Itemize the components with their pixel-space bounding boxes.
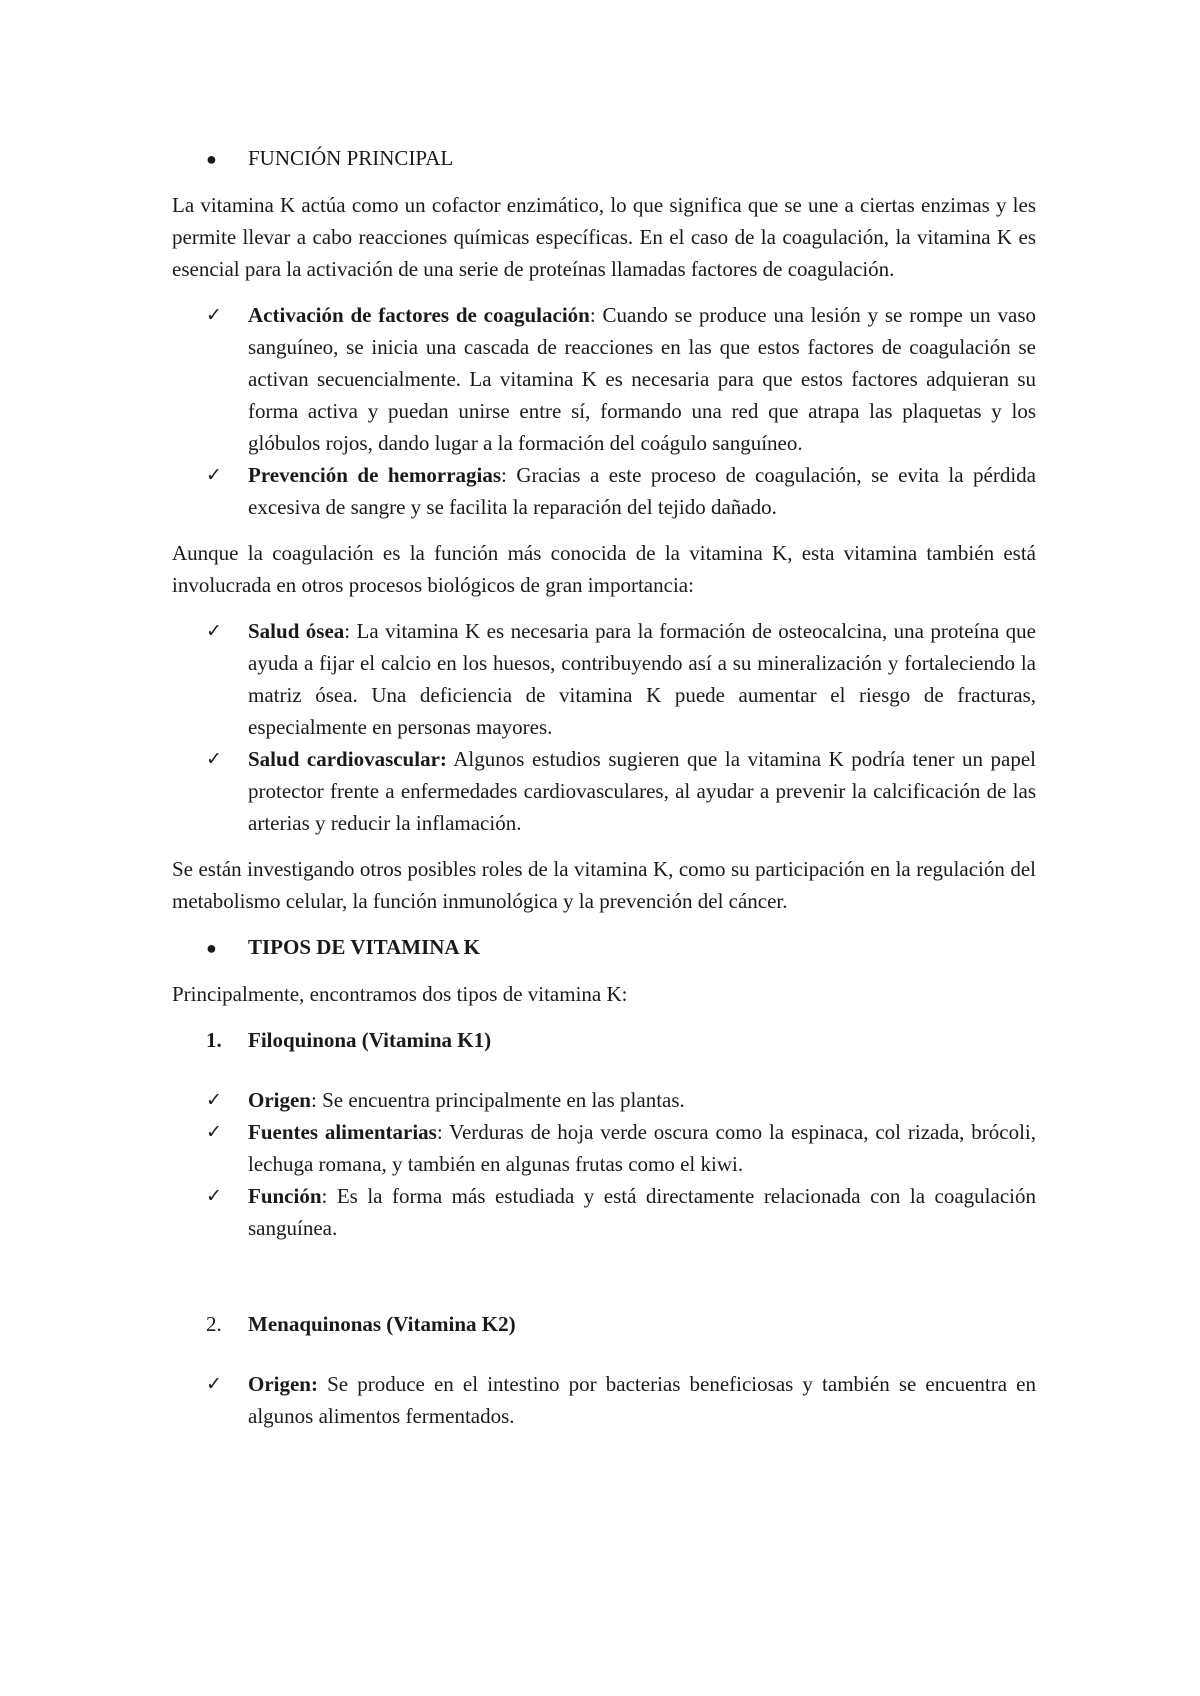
item-label: Salud cardiovascular: xyxy=(248,747,447,771)
item-label: Activación de factores de coagulación xyxy=(248,303,590,327)
paragraph-middle: Aunque la coagulación es la función más conocida de la vitamina K, esta vitamina también está involucrada en otros procesos biológicos de gran importancia: xyxy=(172,541,1036,597)
list-number: 1. xyxy=(206,1028,222,1052)
section-heading-funcion xyxy=(172,142,1036,175)
checkmark-icon: ✓ xyxy=(206,1121,222,1143)
list-item xyxy=(172,299,1036,459)
section-heading-tipos xyxy=(172,931,1036,964)
list-item xyxy=(172,459,1036,523)
checkmark-icon: ✓ xyxy=(206,748,222,770)
check-list-coagulacion xyxy=(172,299,1036,523)
list-item xyxy=(172,1368,1036,1432)
list-number: 2. xyxy=(206,1312,222,1336)
item-label: Salud ósea xyxy=(248,619,345,643)
checkmark-icon: ✓ xyxy=(206,620,222,642)
checkmark-icon: ✓ xyxy=(206,1089,222,1111)
paragraph-closing: Se están investigando otros posibles roles de la vitamina K, como su participación en la regulación del metabolismo celular, la función inmunológica y la prevención del cáncer. xyxy=(172,857,1036,913)
heading-text: TIPOS DE VITAMINA K xyxy=(248,935,481,959)
type1-heading xyxy=(172,1024,1036,1056)
check-list-k2 xyxy=(172,1368,1036,1432)
paragraph-intro: La vitamina K actúa como un cofactor enzimático, lo que significa que se une a ciertas enzimas y les permite llevar a cabo reacciones químicas específicas. En el caso de la coagulación, la vitamina K es esencial para la activación de una serie de proteínas llamadas factores de coagulación. xyxy=(172,193,1036,281)
heading-text: FUNCIÓN PRINCIPAL xyxy=(248,146,454,170)
paragraph-tipos-intro: Principalmente, encontramos dos tipos de vitamina K: xyxy=(172,982,628,1006)
item-text: : La vitamina K es necesaria para la formación de osteocalcina, una proteína que ayuda a fijar el calcio en los huesos, contribuyendo así a su mineralización y fortaleciendo la matriz ósea. Una deficiencia de vitamina K puede aumentar el riesgo de fracturas, especialmente en personas mayores. xyxy=(248,619,1036,739)
item-label: Origen: xyxy=(248,1372,318,1396)
checkmark-icon: ✓ xyxy=(206,304,222,326)
item-label: Función xyxy=(248,1184,322,1208)
item-label: Fuentes alimentarias xyxy=(248,1120,437,1144)
item-text: : Se encuentra principalmente en las plantas. xyxy=(311,1088,685,1112)
item-text: Se produce en el intestino por bacterias beneficiosas y también se encuentra en algunos alimentos fermentados. xyxy=(248,1372,1036,1428)
item-label: Prevención de hemorragias xyxy=(248,463,502,487)
list-item xyxy=(172,1084,1036,1116)
type2-heading xyxy=(172,1308,1036,1340)
list-item xyxy=(172,615,1036,743)
bullet-icon: ● xyxy=(206,938,217,958)
bullet-icon: ● xyxy=(206,149,217,169)
item-text: : Verduras de hoja verde oscura como la espinaca, col rizada, brócoli, lechuga romana, y también en algunas frutas como el kiwi. xyxy=(248,1120,1036,1176)
checkmark-icon: ✓ xyxy=(206,1373,222,1395)
item-label: Origen xyxy=(248,1088,311,1112)
check-list-k1 xyxy=(172,1084,1036,1244)
checkmark-icon: ✓ xyxy=(206,464,222,486)
item-text: : Gracias a este proceso de coagulación, se evita la pérdida excesiva de sangre y se facilita la reparación del tejido dañado. xyxy=(248,463,1036,519)
list-item xyxy=(172,743,1036,839)
check-list-otros xyxy=(172,615,1036,839)
type-title: Menaquinonas (Vitamina K2) xyxy=(248,1312,516,1336)
checkmark-icon: ✓ xyxy=(206,1185,222,1207)
item-text: : Es la forma más estudiada y está directamente relacionada con la coagulación sanguínea. xyxy=(248,1184,1036,1240)
list-item xyxy=(172,1116,1036,1180)
list-item xyxy=(172,1180,1036,1244)
item-text: Algunos estudios sugieren que la vitamina K podría tener un papel protector frente a enfermedades cardiovasculares, al ayudar a prevenir la calcificación de las arterias y reducir la inflamación. xyxy=(248,747,1036,835)
item-text: : Cuando se produce una lesión y se rompe un vaso sanguíneo, se inicia una cascada de reacciones en las que estos factores de coagulación se activan secuencialmente. La vitamina K es necesaria para que estos factores adquieran su forma activa y puedan unirse entre sí, formando una red que atrapa las plaquetas y los glóbulos rojos, dando lugar a la formación del coágulo sanguíneo. xyxy=(248,303,1036,455)
type-title: Filoquinona (Vitamina K1) xyxy=(248,1028,492,1052)
